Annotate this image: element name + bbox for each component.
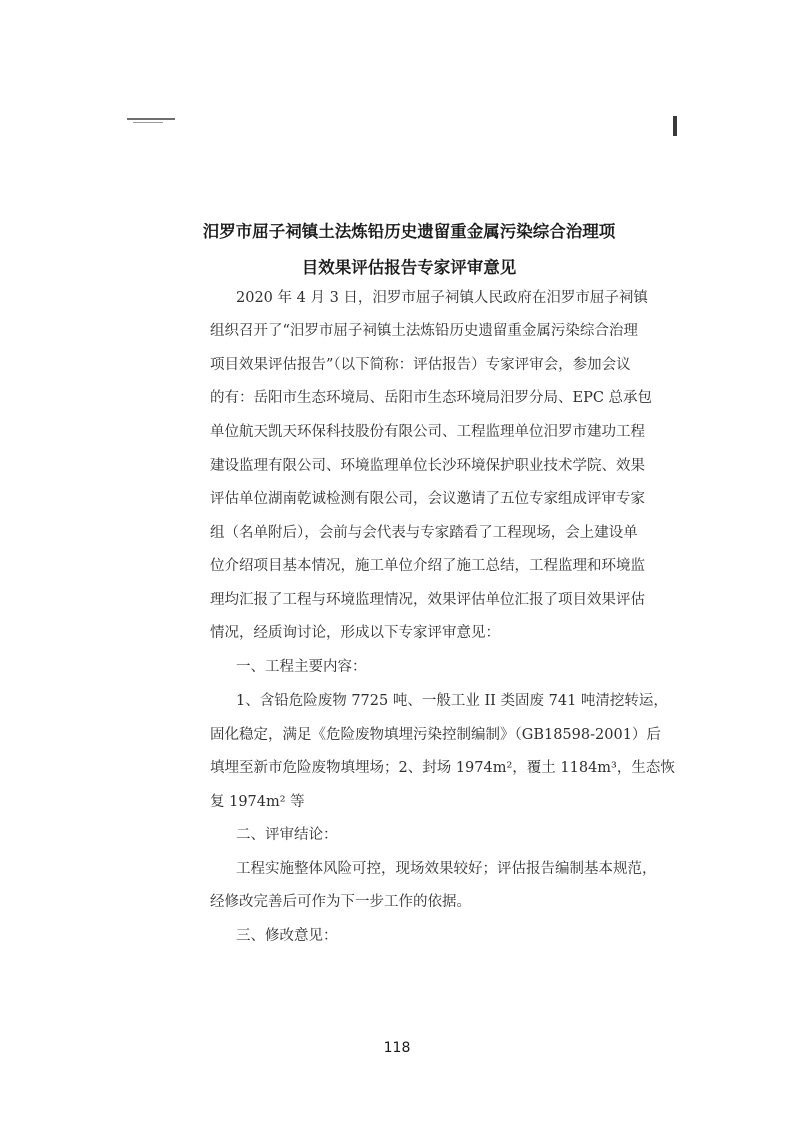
section-heading-1: 一、工程主要内容： <box>236 659 367 675</box>
paragraph-line-4: 的有：岳阳市生态环境局、岳阳市生态环境局汨罗分局、EPC 总承包 <box>210 390 653 406</box>
content-line-1: 1、含铅危险废物 7725 吨、一般工业 II 类固废 741 吨清挖转运， <box>236 693 668 709</box>
content-line-3: 填埋至新市危险废物填埋场；2、封场 1974m²，覆土 1184m³，生态恢 <box>210 760 675 776</box>
section-heading-2: 二、评审结论： <box>236 827 338 843</box>
paragraph-line-11: 情况，经质询讨论，形成以下专家评审意见： <box>210 625 500 641</box>
conclusion-line-2: 经修改完善后可作为下一步工作的依据。 <box>210 894 471 910</box>
content-line-2: 固化稳定，满足《危险废物填埋污染控制编制》（GB18598-2001）后 <box>210 727 661 743</box>
paragraph-line-1: 2020 年 4 月 3 日，汨罗市屈子祠镇人民政府在汨罗市屈子祠镇 <box>236 290 648 306</box>
content-line-4: 复 1974m² 等 <box>210 794 305 810</box>
conclusion-line-1: 工程实施整体风险可控，现场效果较好；评估报告编制基本规范， <box>236 861 657 877</box>
document-title-line-2: 目效果评估报告专家评审意见 <box>301 258 517 277</box>
document-title-line-1: 汨罗市屈子祠镇土法炼铅历史遗留重金属污染综合治理项 <box>202 222 616 241</box>
paragraph-line-5: 单位航天凯天环保科技股份有限公司、工程监理单位汨罗市建功工程 <box>210 424 645 440</box>
paragraph-line-8: 组（名单附后），会前与会代表与专家踏看了工程现场，会上建设单 <box>210 525 638 541</box>
paragraph-line-6: 建设监理有限公司、环境监理单位长沙环境保护职业技术学院、效果 <box>210 458 645 474</box>
scan-artifact-bar <box>673 116 677 136</box>
scan-artifact-mark <box>127 118 175 120</box>
page-number: 118 <box>383 1040 411 1056</box>
section-heading-3: 三、修改意见： <box>236 928 338 944</box>
paragraph-line-10: 理均汇报了工程与环境监理情况，效果评估单位汇报了项目效果评估 <box>210 592 645 608</box>
paragraph-line-9: 位介绍项目基本情况，施工单位介绍了施工总结，工程监理和环境监 <box>210 558 645 574</box>
paragraph-line-3: 项目效果评估报告”（以下简称：评估报告）专家评审会，参加会议 <box>210 357 631 373</box>
paragraph-line-2: 组织召开了“汨罗市屈子祠镇土法炼铅历史遗留重金属污染综合治理 <box>210 323 638 339</box>
paragraph-line-7: 评估单位湖南乾诚检测有限公司，会议邀请了五位专家组成评审专家 <box>210 491 645 507</box>
